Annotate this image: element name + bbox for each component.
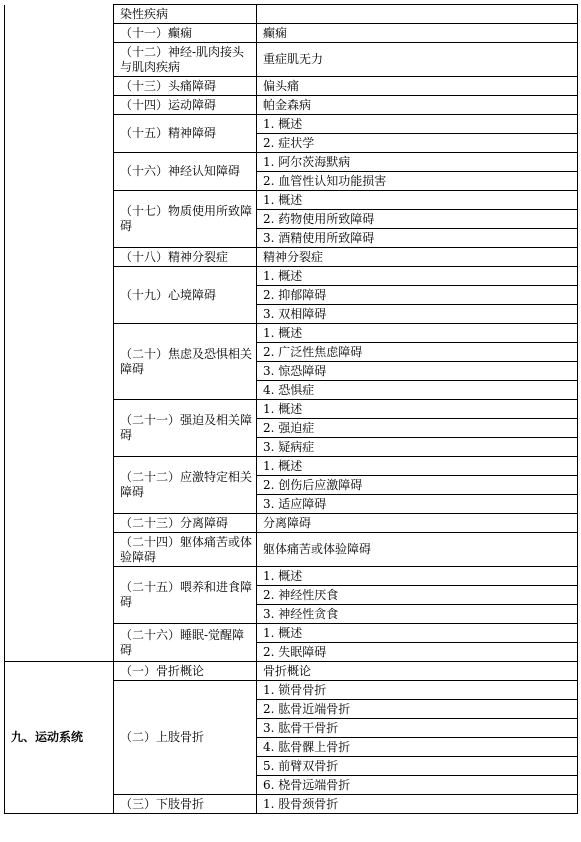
item-cell: 帕金森病 — [257, 96, 578, 115]
item-cell: 1. 概述 — [257, 324, 578, 343]
table-row — [5, 662, 578, 681]
subcategory-cell: （二十五）喂养和进食障碍 — [114, 567, 257, 624]
item-cell: 2. 强迫症 — [257, 419, 578, 438]
subcategory-cell: （十四）运动障碍 — [114, 96, 257, 115]
subcategory-cell: （一）骨折概论 — [114, 662, 257, 681]
subcategory-cell: （十九）心境障碍 — [114, 267, 257, 324]
subcategory-cell: （二）上肢骨折 — [114, 681, 257, 795]
subcategory-cell: （二十一）强迫及相关障碍 — [114, 400, 257, 457]
item-cell: 3. 适应障碍 — [257, 495, 578, 514]
item-cell: 1. 概述 — [257, 567, 578, 586]
item-cell: 6. 桡骨远端骨折 — [257, 776, 578, 795]
subcategory-cell: （十三）头痛障碍 — [114, 77, 257, 96]
item-cell: 1. 概述 — [257, 400, 578, 419]
item-cell: 1. 概述 — [257, 624, 578, 643]
item-cell: 2. 广泛性焦虑障碍 — [257, 343, 578, 362]
item-cell: 1. 概述 — [257, 457, 578, 476]
item-cell: 3. 肱骨干骨折 — [257, 719, 578, 738]
item-cell: 1. 阿尔茨海默病 — [257, 153, 578, 172]
subcategory-cell: （三）下肢骨折 — [114, 795, 257, 814]
item-cell: 躯体痛苦或体验障碍 — [257, 533, 578, 567]
item-cell: 分离障碍 — [257, 514, 578, 533]
item-cell: 3. 酒精使用所致障碍 — [257, 229, 578, 248]
item-cell: 3. 疑病症 — [257, 438, 578, 457]
subcategory-cell: 染性疾病 — [114, 5, 257, 24]
item-cell: 2. 创伤后应激障碍 — [257, 476, 578, 495]
item-cell — [257, 5, 578, 24]
syllabus-table-body — [5, 5, 578, 814]
subcategory-cell: （二十二）应激特定相关障碍 — [114, 457, 257, 514]
item-cell: 1. 股骨颈骨折 — [257, 795, 578, 814]
subcategory-cell: （二十六）睡眠-觉醒障碍 — [114, 624, 257, 662]
item-cell: 2. 药物使用所致障碍 — [257, 210, 578, 229]
item-cell: 3. 神经性贪食 — [257, 605, 578, 624]
syllabus-table-page — [4, 4, 577, 838]
item-cell: 2. 血管性认知功能损害 — [257, 172, 578, 191]
item-cell: 1. 概述 — [257, 115, 578, 134]
subcategory-cell: （二十四）躯体痛苦或体验障碍 — [114, 533, 257, 567]
item-cell: 1. 概述 — [257, 191, 578, 210]
section-cell — [5, 5, 114, 662]
item-cell: 2. 抑郁障碍 — [257, 286, 578, 305]
table-row — [5, 5, 578, 24]
item-cell: 2. 症状学 — [257, 134, 578, 153]
subcategory-cell: （二十）焦虑及恐惧相关障碍 — [114, 324, 257, 400]
item-cell: 2. 神经性厌食 — [257, 586, 578, 605]
item-cell: 5. 前臂双骨折 — [257, 757, 578, 776]
item-cell: 1. 概述 — [257, 267, 578, 286]
item-cell: 癫痫 — [257, 24, 578, 43]
item-cell: 4. 恐惧症 — [257, 381, 578, 400]
subcategory-cell: （十六）神经认知障碍 — [114, 153, 257, 191]
subcategory-cell: （十八）精神分裂症 — [114, 248, 257, 267]
item-cell: 重症肌无力 — [257, 43, 578, 77]
subcategory-cell: （二十三）分离障碍 — [114, 514, 257, 533]
item-cell: 2. 失眠障碍 — [257, 643, 578, 662]
item-cell: 1. 锁骨骨折 — [257, 681, 578, 700]
item-cell: 精神分裂症 — [257, 248, 578, 267]
section-cell: 九、运动系统 — [5, 662, 114, 814]
subcategory-cell: （十七）物质使用所致障碍 — [114, 191, 257, 248]
item-cell: 3. 双相障碍 — [257, 305, 578, 324]
subcategory-cell: （十一）癫痫 — [114, 24, 257, 43]
item-cell: 3. 惊恐障碍 — [257, 362, 578, 381]
item-cell: 4. 肱骨髁上骨折 — [257, 738, 578, 757]
subcategory-cell: （十二）神经-肌肉接头与肌肉疾病 — [114, 43, 257, 77]
item-cell: 偏头痛 — [257, 77, 578, 96]
syllabus-table — [4, 4, 578, 814]
item-cell: 骨折概论 — [257, 662, 578, 681]
subcategory-cell: （十五）精神障碍 — [114, 115, 257, 153]
item-cell: 2. 肱骨近端骨折 — [257, 700, 578, 719]
